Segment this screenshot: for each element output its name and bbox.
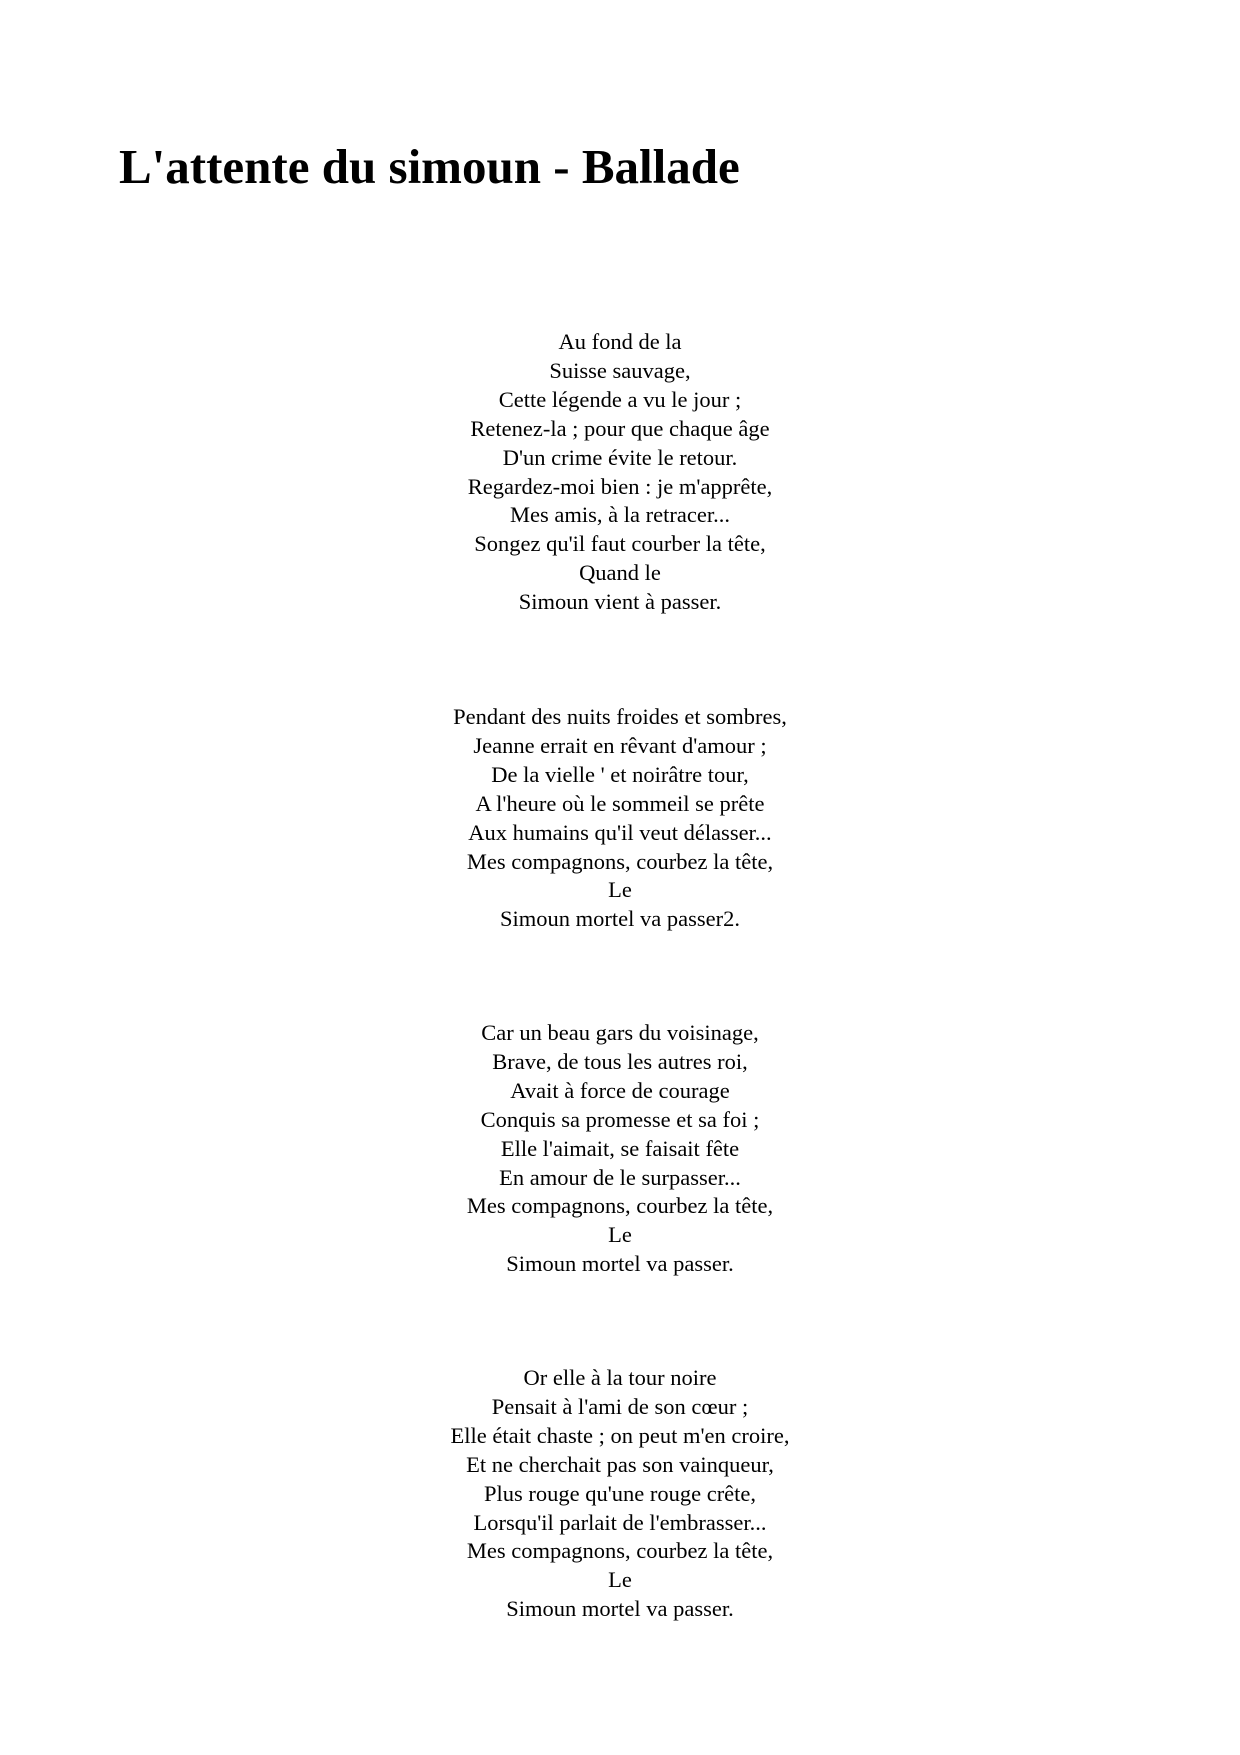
poem-line: A l'heure où le sommeil se prête	[475, 790, 765, 816]
poem-line: Mes amis, à la retracer...	[510, 502, 730, 528]
poem-line: Pensait à l'ami de son cœur ;	[491, 1393, 749, 1419]
poem-line: Quand le	[579, 560, 661, 586]
poem-line: Cette légende a vu le jour ;	[498, 386, 742, 412]
poem-line: D'un crime évite le retour.	[502, 444, 738, 470]
poem-line: Elle l'aimait, se faisait fête	[500, 1135, 740, 1161]
poem-line: Songez qu'il faut courber la tête,	[474, 531, 766, 557]
page-title: L'attente du simoun - Ballade	[119, 139, 740, 194]
poem-line: Conquis sa promesse et sa foi ;	[480, 1106, 760, 1132]
poem-stanza-3	[370, 1019, 870, 1279]
poem-line: Et ne cherchait pas son vainqueur,	[466, 1451, 774, 1477]
poem-line: Simoun mortel va passer.	[506, 1251, 734, 1277]
poem-line: Lorsqu'il parlait de l'embrasser...	[473, 1509, 767, 1535]
poem-line: Avait à force de courage	[510, 1077, 730, 1103]
poem-stanza-4	[370, 1364, 870, 1624]
poem-line: Elle était chaste ; on peut m'en croire,	[450, 1422, 790, 1448]
poem-line: Mes compagnons, courbez la tête,	[466, 1193, 774, 1219]
poem-line: Au fond de la	[558, 329, 682, 354]
poem-line: Simoun vient à passer.	[518, 589, 722, 615]
poem-line: Retenez-la ; pour que chaque âge	[470, 415, 770, 441]
poem-line: Aux humains qu'il veut délasser...	[468, 819, 772, 845]
poem-line: Simoun mortel va passer.	[506, 1596, 734, 1622]
poem-line: En amour de le surpasser...	[499, 1164, 741, 1190]
poem-line: Car un beau gars du voisinage,	[481, 1020, 759, 1045]
poem-line: Suisse sauvage,	[549, 357, 691, 383]
poem-line: Pendant des nuits froides et sombres,	[453, 704, 787, 729]
poem-line: Le	[608, 1567, 632, 1593]
poem-line: Jeanne errait en rêvant d'amour ;	[473, 732, 767, 758]
poem-stanza-2	[370, 703, 870, 934]
poem-line: Mes compagnons, courbez la tête,	[466, 848, 774, 874]
poem-line: Brave, de tous les autres roi,	[492, 1048, 748, 1074]
poem-line: Simoun mortel va passer2.	[500, 906, 740, 932]
poem-line: Plus rouge qu'une rouge crête,	[483, 1480, 757, 1506]
poem-line: De la vielle ' et noirâtre tour,	[491, 761, 749, 787]
poem-line: Le	[608, 1222, 632, 1248]
poem-line: Regardez-moi bien : je m'apprête,	[467, 473, 773, 499]
poem-stanza-1	[370, 328, 870, 617]
poem-line: Le	[608, 877, 632, 903]
poem-line: Mes compagnons, courbez la tête,	[466, 1538, 774, 1564]
poem-line: Or elle à la tour noire	[523, 1365, 717, 1390]
